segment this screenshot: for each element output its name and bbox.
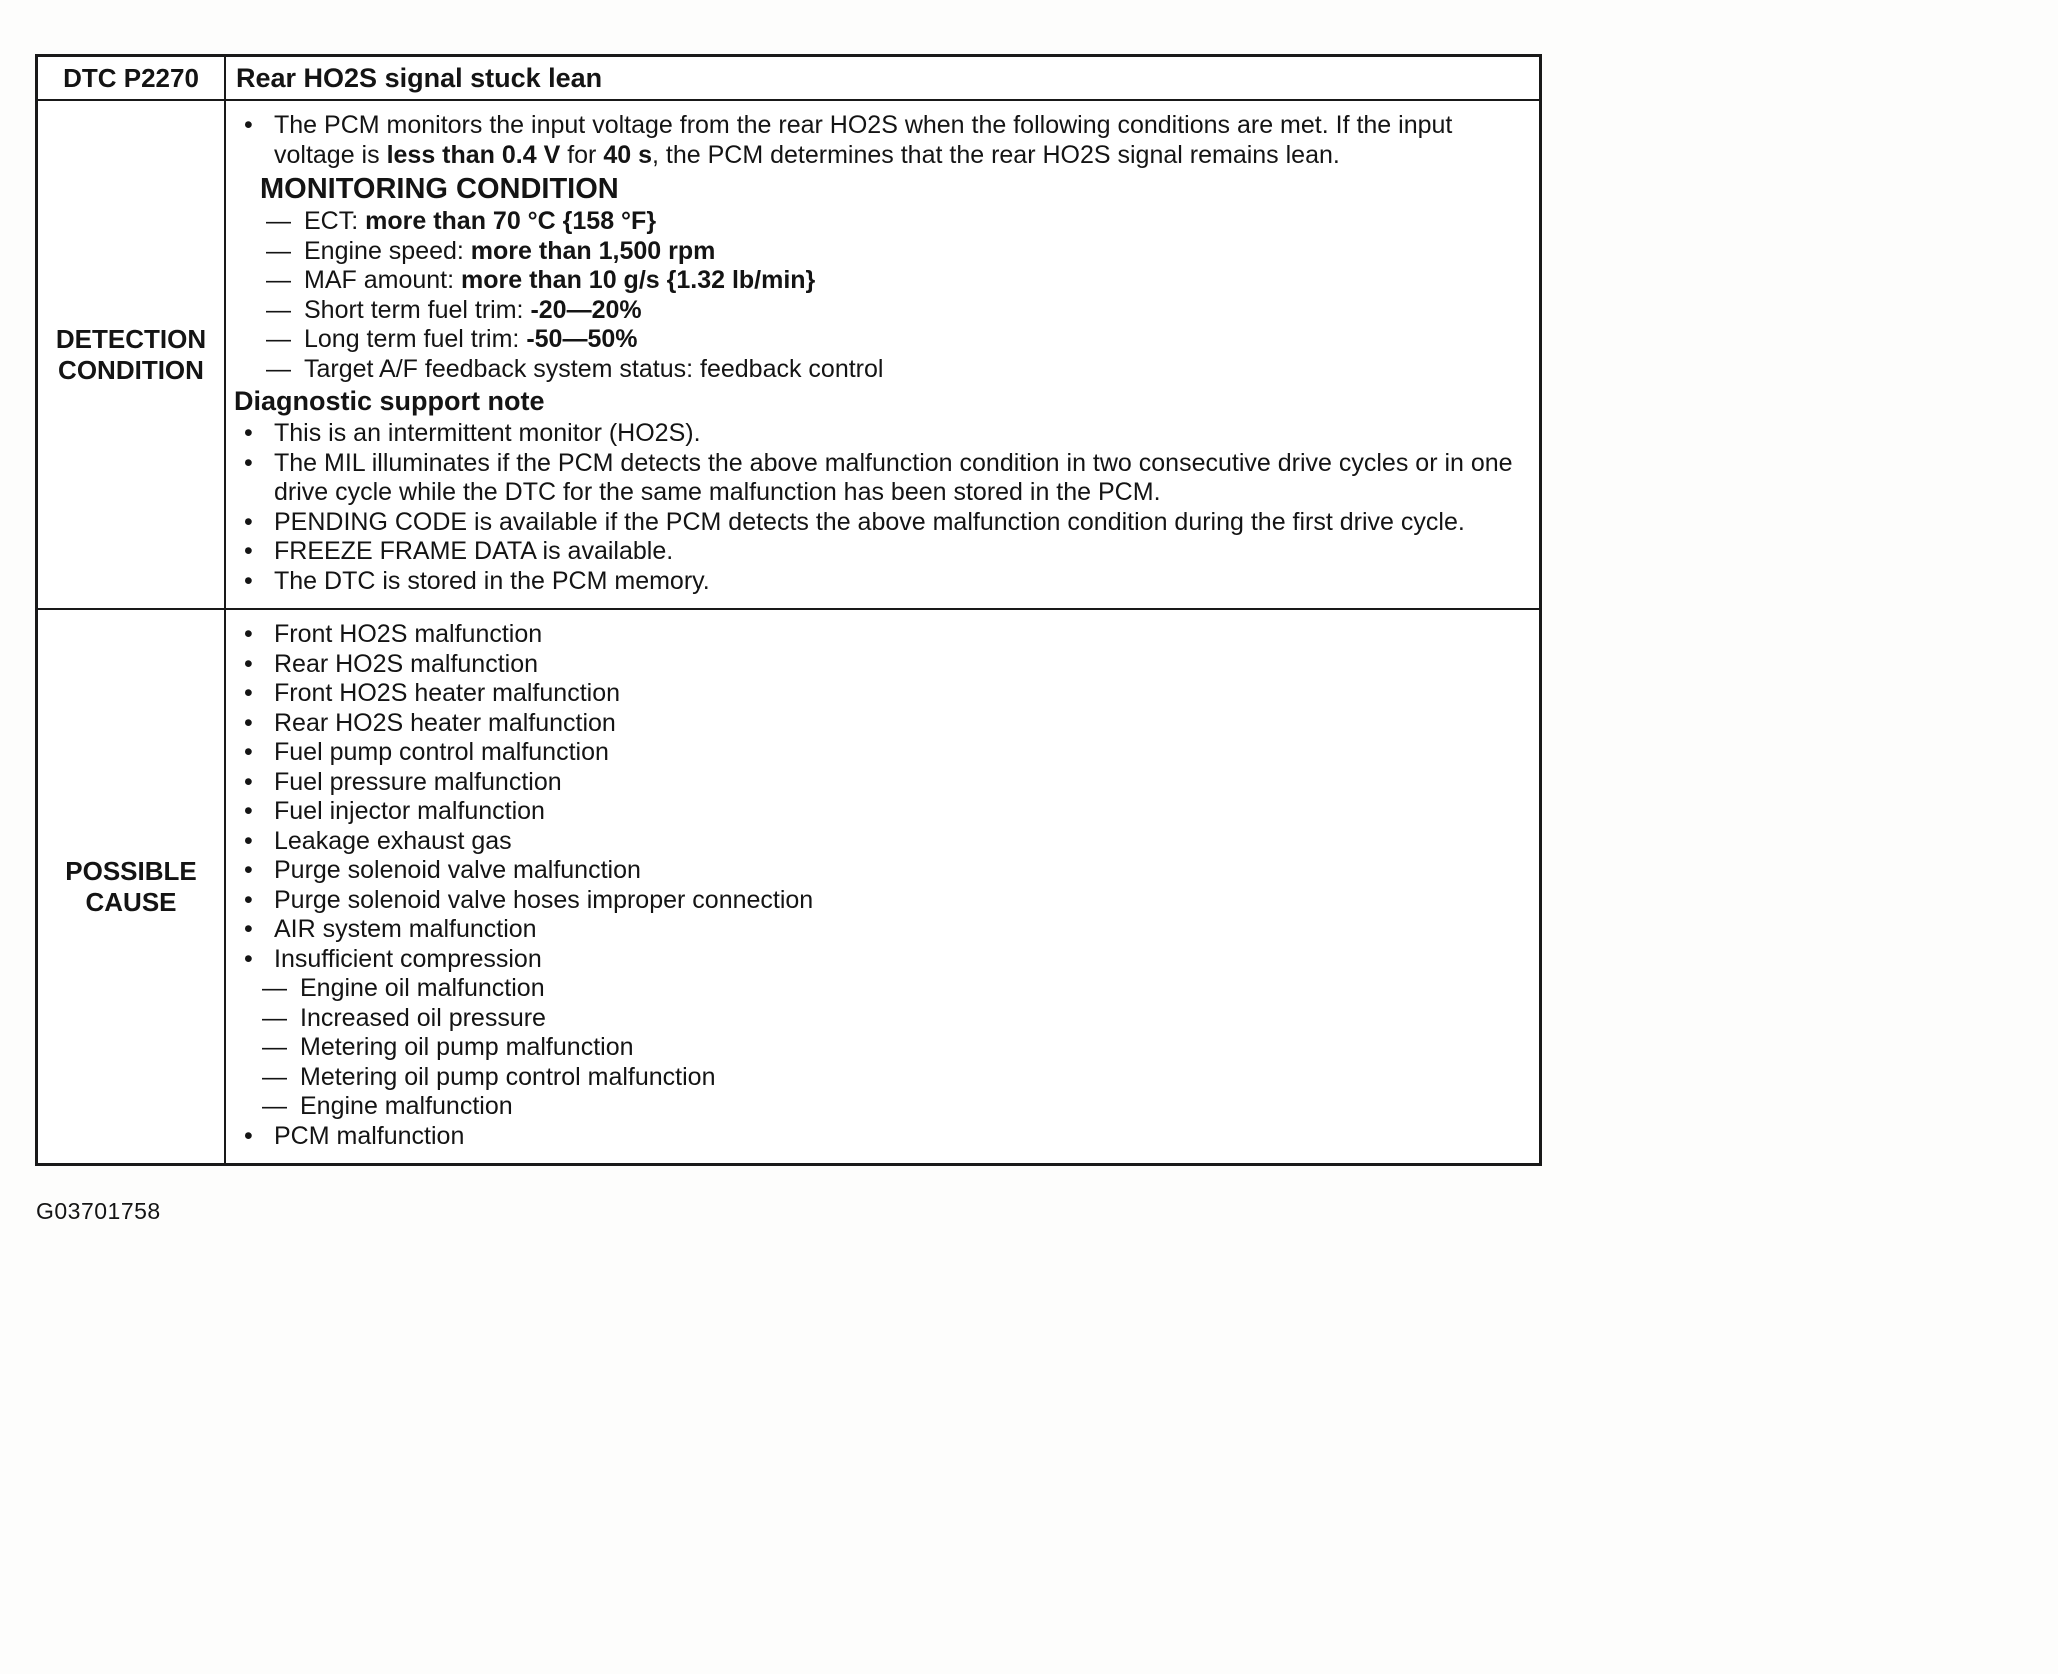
content-line-bullet xyxy=(234,679,1523,709)
content-line-dash xyxy=(234,355,1523,385)
line-text: Fuel pump control malfunction xyxy=(274,738,609,767)
content-line-bullet xyxy=(234,886,1523,916)
content-line-subdash xyxy=(234,1063,1523,1093)
content-line-bullet xyxy=(234,915,1523,945)
content-line-bullet xyxy=(234,620,1523,650)
content-line-subdash xyxy=(234,1004,1523,1034)
line-text: Rear HO2S malfunction xyxy=(274,649,539,678)
content-line-bullet xyxy=(234,709,1523,739)
bullet-icon: • xyxy=(244,620,253,649)
line-text: ECT: more than 70 °C {158 °F} xyxy=(304,207,657,236)
bullet-icon: • xyxy=(244,856,253,885)
line-text: Metering oil pump malfunction xyxy=(300,1033,634,1062)
content-line-subdash xyxy=(234,1092,1523,1122)
content-line-bullet xyxy=(234,650,1523,680)
content-line-bullet xyxy=(234,508,1523,538)
dtc-title-cell xyxy=(226,57,1539,99)
line-text: Fuel pressure malfunction xyxy=(274,767,562,796)
bullet-icon: • xyxy=(244,507,253,536)
content-line-subdash xyxy=(234,974,1523,1004)
line-text: Metering oil pump control malfunction xyxy=(300,1062,716,1091)
content-line-bullet xyxy=(234,1122,1523,1152)
bullet-icon: • xyxy=(244,885,253,914)
figure-id: G03701758 xyxy=(36,1198,161,1224)
line-text: Fuel injector malfunction xyxy=(274,797,545,826)
dash-icon: — xyxy=(262,1092,287,1121)
possible-cause-label: POSSIBLE CAUSE xyxy=(38,610,226,1163)
dash-icon: — xyxy=(266,266,291,295)
dtc-code-cell xyxy=(38,57,226,99)
content-line-bullet xyxy=(234,111,1523,170)
bullet-icon: • xyxy=(244,797,253,826)
line-text: Leakage exhaust gas xyxy=(274,826,512,855)
bullet-icon: • xyxy=(244,649,253,678)
detection-condition-content xyxy=(226,101,1539,608)
line-text: FREEZE FRAME DATA is available. xyxy=(274,537,674,566)
dash-icon: — xyxy=(266,295,291,324)
line-text: Insufficient compression xyxy=(274,944,542,973)
content-line-bullet xyxy=(234,797,1523,827)
line-text: Front HO2S malfunction xyxy=(274,620,543,649)
content-line-dash xyxy=(234,237,1523,267)
bullet-icon: • xyxy=(244,738,253,767)
line-text: This is an intermittent monitor (HO2S). xyxy=(274,419,701,448)
content-line-dash xyxy=(234,207,1523,237)
dash-icon: — xyxy=(262,974,287,1003)
bullet-icon: • xyxy=(244,1121,253,1150)
dash-icon: — xyxy=(266,354,291,383)
line-text: Engine speed: more than 1,500 rpm xyxy=(304,236,716,265)
detection-condition-label: DETECTION CONDITION xyxy=(38,101,226,608)
line-text: Purge solenoid valve hoses improper connection xyxy=(274,885,814,914)
line-text: Long term fuel trim: -50—50% xyxy=(304,325,638,354)
possible-cause-content xyxy=(226,610,1539,1163)
content-line-subheading: Diagnostic support note xyxy=(234,386,545,417)
content-line-bullet xyxy=(234,945,1523,975)
line-text: Front HO2S heater malfunction xyxy=(274,679,620,708)
content-line-subdash xyxy=(234,1033,1523,1063)
bullet-icon: • xyxy=(244,915,253,944)
line-text: The DTC is stored in the PCM memory. xyxy=(274,566,710,595)
bullet-icon: • xyxy=(244,448,253,477)
content-line-dash xyxy=(234,296,1523,326)
bullet-icon: • xyxy=(244,111,253,139)
content-line-heading: MONITORING CONDITION xyxy=(260,173,619,205)
line-text: AIR system malfunction xyxy=(274,915,537,944)
dash-icon: — xyxy=(266,207,291,236)
line-text: MAF amount: more than 10 g/s {1.32 lb/min} xyxy=(304,266,816,295)
dtc-header-row xyxy=(38,57,1539,99)
content-line-bullet xyxy=(234,738,1523,768)
line-text: Increased oil pressure xyxy=(300,1003,546,1032)
line-text: Short term fuel trim: -20—20% xyxy=(304,295,642,324)
dtc-title: Rear HO2S signal stuck lean xyxy=(236,62,603,93)
dash-icon: — xyxy=(266,325,291,354)
line-text: The MIL illuminates if the PCM detects the above malfunction condition in two consecutive drive cycles or in one drive cycle while the DTC for the same malfunction has been stored in the PCM. xyxy=(274,448,1513,507)
content-line-bullet xyxy=(234,856,1523,886)
line-text: Purge solenoid valve malfunction xyxy=(274,856,641,885)
bullet-icon: • xyxy=(244,944,253,973)
content-line-dash xyxy=(234,325,1523,355)
line-text: Engine oil malfunction xyxy=(300,974,545,1003)
dash-icon: — xyxy=(262,1003,287,1032)
line-text: The PCM monitors the input voltage from the rear HO2S when the following conditions are met. If the input voltage is less than 0.4 V for 40 s, the PCM determines that the rear HO2S signal remains lean. xyxy=(274,111,1453,169)
line-text: Engine malfunction xyxy=(300,1092,513,1121)
dtc-table xyxy=(35,54,1542,1166)
content-line-bullet xyxy=(234,419,1523,449)
bullet-icon: • xyxy=(244,708,253,737)
line-text: Rear HO2S heater malfunction xyxy=(274,708,616,737)
line-text: PCM malfunction xyxy=(274,1121,465,1150)
bullet-icon: • xyxy=(244,767,253,796)
bullet-icon: • xyxy=(244,826,253,855)
detection-condition-row xyxy=(38,99,1539,608)
content-line-bullet xyxy=(234,768,1523,798)
dash-icon: — xyxy=(262,1033,287,1062)
content-line-bullet xyxy=(234,567,1523,597)
content-line-bullet xyxy=(234,537,1523,567)
content-line-dash xyxy=(234,266,1523,296)
bullet-icon: • xyxy=(244,566,253,595)
dash-icon: — xyxy=(266,236,291,265)
line-text: PENDING CODE is available if the PCM detects the above malfunction condition during the first drive cycle. xyxy=(274,507,1465,536)
bullet-icon: • xyxy=(244,537,253,566)
dtc-code: DTC P2270 xyxy=(63,62,199,93)
bullet-icon: • xyxy=(244,419,253,448)
content-line-bullet xyxy=(234,827,1523,857)
possible-cause-row xyxy=(38,608,1539,1163)
bullet-icon: • xyxy=(244,679,253,708)
content-line-bullet xyxy=(234,449,1523,508)
dash-icon: — xyxy=(262,1062,287,1091)
line-text: Target A/F feedback system status: feedback control xyxy=(304,354,884,383)
